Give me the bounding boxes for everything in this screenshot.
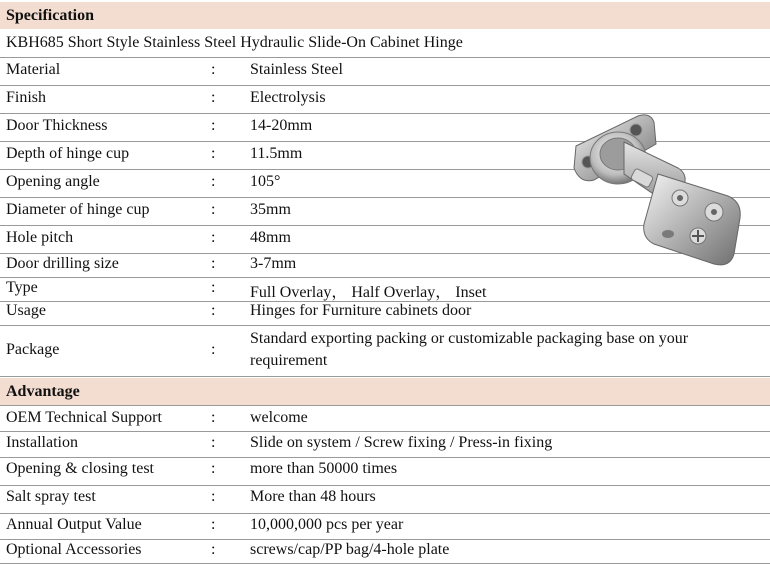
row-separator: :	[211, 201, 216, 218]
row-value: welcome	[250, 409, 308, 426]
row-value: 105°	[250, 173, 281, 190]
row-separator: :	[211, 516, 216, 533]
row-value: more than 50000 times	[250, 460, 398, 477]
row-separator: :	[211, 302, 216, 319]
row-value: 10,000,000 pcs per year	[250, 516, 404, 533]
row-value: screws/cap/PP bag/4-hole plate	[250, 541, 450, 558]
row-label: Salt spray test	[6, 488, 96, 505]
row-value: 3-7mm	[250, 255, 297, 272]
row-divider	[0, 539, 770, 540]
row-label: Material	[6, 61, 61, 78]
row-value: 35mm	[250, 201, 291, 218]
row-label: Opening angle	[6, 173, 100, 190]
row-label: Finish	[6, 89, 47, 106]
row-separator: :	[211, 488, 216, 505]
row-label: Depth of hinge cup	[6, 145, 130, 162]
row-value: Hinges for Furniture cabinets door	[250, 302, 472, 319]
row-value: Stainless Steel	[250, 61, 343, 78]
row-label: Hole pitch	[6, 229, 74, 246]
row-label: Optional Accessories	[6, 541, 142, 558]
row-separator: :	[211, 145, 216, 162]
product-title: KBH685 Short Style Stainless Steel Hydraulic Slide-On Cabinet Hinge	[6, 34, 463, 51]
row-separator: :	[211, 434, 216, 451]
cabinet-hinge-photo	[528, 58, 764, 278]
row-divider	[0, 376, 770, 377]
row-label: Installation	[6, 434, 78, 451]
row-divider	[0, 513, 770, 514]
row-separator: :	[211, 255, 216, 272]
row-value: Full Overlay， Half Overlay， Inset	[250, 284, 487, 301]
row-separator: :	[211, 279, 216, 296]
row-value: Standard exporting packing or customizable packaging base on your requirement	[250, 330, 689, 369]
row-value: 48mm	[250, 229, 291, 246]
advantage-heading: Advantage	[0, 378, 770, 405]
row-label: Diameter of hinge cup	[6, 201, 150, 218]
row-label: Opening & closing test	[6, 460, 154, 477]
row-divider	[0, 457, 770, 458]
row-divider	[0, 325, 770, 326]
row-separator: :	[211, 460, 216, 477]
row-separator: :	[211, 409, 216, 426]
specification-heading: Specification	[0, 2, 770, 29]
row-divider	[0, 431, 770, 432]
row-label: Annual Output Value	[6, 516, 142, 533]
row-divider	[0, 405, 770, 406]
row-value: More than 48 hours	[250, 488, 376, 505]
row-value: 14-20mm	[250, 117, 313, 134]
row-divider	[0, 485, 770, 486]
row-separator: :	[211, 541, 216, 558]
row-value: 11.5mm	[250, 145, 303, 162]
row-separator: :	[211, 117, 216, 134]
row-separator: :	[211, 173, 216, 190]
row-label: OEM Technical Support	[6, 409, 162, 426]
row-separator: :	[211, 61, 216, 78]
row-separator: :	[211, 229, 216, 246]
row-label: Package	[6, 341, 60, 358]
row-value: Electrolysis	[250, 89, 326, 106]
row-value: Slide on system / Screw fixing / Press-in fixing	[250, 434, 553, 451]
row-label: Type	[6, 279, 38, 296]
row-label: Door drilling size	[6, 255, 119, 272]
row-label: Usage	[6, 302, 46, 319]
row-label: Door Thickness	[6, 117, 108, 134]
row-separator: :	[211, 89, 216, 106]
row-separator: :	[211, 341, 216, 358]
